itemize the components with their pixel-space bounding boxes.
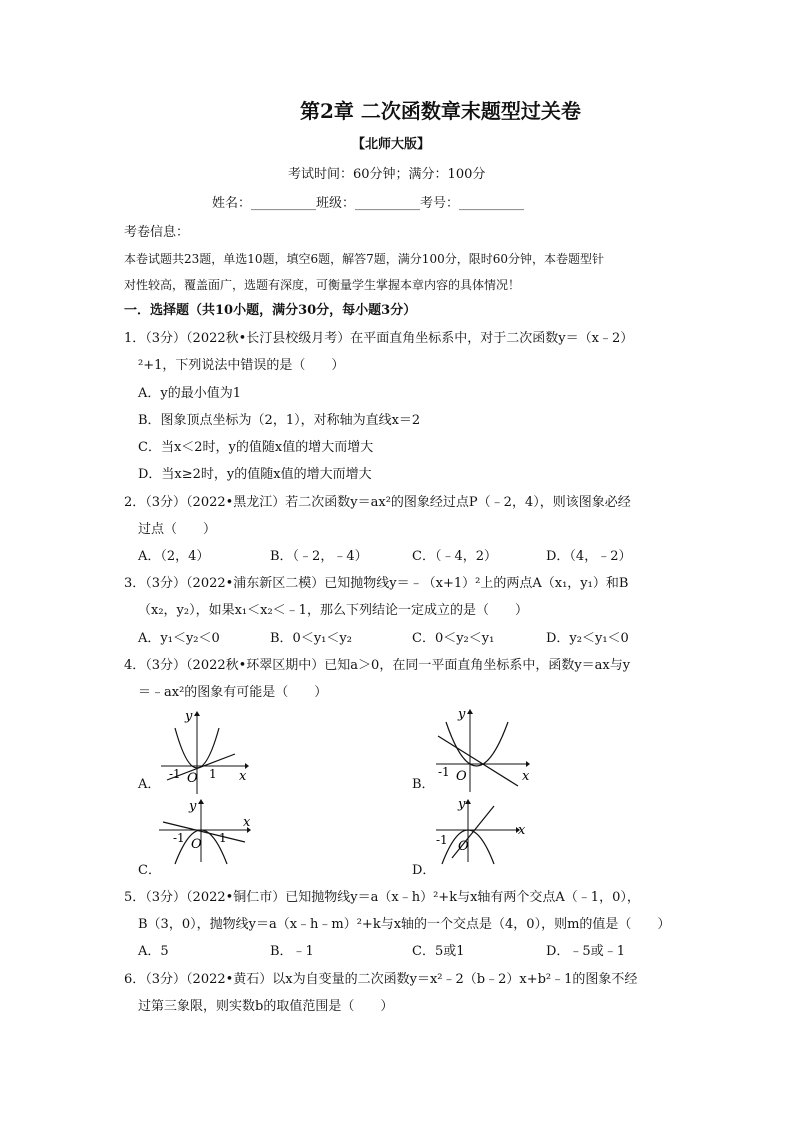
info-heading: 考卷信息：	[124, 225, 190, 240]
question-1-line-1: 1．（3分）（2022秋•长汀县校级月考）在平面直角坐标系中，对于二次函数y＝（x﹣2）	[124, 331, 634, 346]
q1-option-d[interactable]: D．当x≥2时，y的值随x值的增大而增大	[138, 467, 372, 482]
q4c-y-label: y	[189, 799, 197, 814]
question-4-line-1: 4．（3分）（2022秋•环翠区期中）已知a＞0，在同一平面直角坐标系中，函数y＝ax与y	[124, 658, 631, 673]
q5-option-b[interactable]: B．﹣1	[270, 944, 314, 959]
info-line-2: 对性较高，覆盖面广，选题有深度，可衡量学生掌握本章内容的具体情况！	[124, 278, 521, 292]
q4-graph-c	[155, 796, 255, 866]
page-title: 第2章 二次函数章末题型过关卷	[300, 99, 581, 123]
q1-option-a[interactable]: A．y的最小值为1	[138, 386, 242, 401]
question-6-line-1: 6．（3分）（2022•黄石）以x为自变量的二次函数y＝x²﹣2（b﹣2）x+b²﹣1的图象不经	[124, 972, 638, 987]
q4c-one-label: 1	[219, 831, 227, 845]
q4c-neg-one-label: -1	[173, 831, 185, 845]
q4a-y-label: y	[185, 709, 193, 724]
section-heading: 一．选择题（共10小题，满分30分，每小题3分）	[124, 303, 417, 318]
question-5-line-1: 5．（3分）（2022•铜仁市）已知抛物线y＝a（x﹣h）²+k与x轴有两个交点A（﹣1，0），	[124, 890, 640, 905]
q4b-x-label: x	[522, 769, 530, 784]
q2-option-a[interactable]: A．（2，4）	[138, 549, 210, 564]
q4b-y-label: y	[458, 707, 466, 722]
q4-option-c[interactable]: C．	[138, 863, 161, 878]
q4d-y-label: y	[458, 797, 466, 812]
q4-option-a[interactable]: A．	[138, 777, 161, 792]
question-4-line-2: ＝﹣ax²的图象有可能是（ ）	[138, 685, 328, 700]
question-2-line-2: 过点（ ）	[138, 522, 217, 537]
q5-option-c[interactable]: C．5或1	[412, 944, 465, 959]
q3-option-b[interactable]: B．0＜y₁＜y₂	[270, 631, 352, 646]
q4-graph-a	[155, 708, 250, 798]
info-line-1: 本卷试题共23题，单选10题，填空6题，解答7题，满分100分，限时60分钟，本卷题型针	[124, 252, 604, 266]
q4d-x-label: x	[518, 823, 526, 838]
q3-option-a[interactable]: A．y₁＜y₂＜0	[138, 631, 220, 646]
edition-label: 【北师大版】	[352, 137, 431, 152]
question-2-line-1: 2．（3分）（2022•黑龙江）若二次函数y＝ax²的图象经过点P（﹣2，4），则该图象必经	[124, 495, 631, 510]
question-1-line-2: ²+1，下列说法中错误的是（ ）	[138, 358, 345, 373]
q2-option-c[interactable]: C．（﹣4，2）	[412, 549, 497, 564]
q4c-origin-label: O	[191, 837, 202, 852]
q4d-origin-label: O	[458, 839, 469, 854]
q4b-neg-one-label: -1	[438, 765, 450, 779]
q4d-neg-one-label: -1	[436, 833, 448, 847]
q4a-x-label: x	[239, 769, 247, 784]
q4-graph-d	[432, 796, 532, 866]
q4a-neg-one-label: -1	[169, 767, 181, 781]
q5-option-d[interactable]: D．﹣5或﹣1	[546, 944, 625, 959]
q3-option-d[interactable]: D．y₂＜y₁＜0	[546, 631, 629, 646]
q1-option-b[interactable]: B．图象顶点坐标为（2，1），对称轴为直线x＝2	[138, 413, 421, 428]
q2-option-d[interactable]: D．（4，﹣2）	[546, 549, 632, 564]
question-3-line-1: 3．（3分）（2022•浦东新区二模）已知抛物线y＝﹣（x+1）²上的两点A（x₁，y₁）和B	[124, 576, 629, 591]
student-fields: 姓名：__________班级：__________考号：__________	[212, 196, 525, 211]
q1-option-c[interactable]: C．当x＜2时，y的值随x值的增大而增大	[138, 440, 374, 455]
q5-option-a[interactable]: A．5	[138, 944, 169, 959]
question-5-line-2: B（3，0），抛物线y＝a（x﹣h﹣m）²+k与x轴的一个交点是（4，0），则m的值是（ ）	[138, 917, 671, 932]
q4c-x-label: x	[243, 815, 251, 830]
question-6-line-2: 过第三象限，则实数b的取值范围是（ ）	[138, 999, 394, 1014]
q3-option-c[interactable]: C．0＜y₂＜y₁	[412, 631, 495, 646]
question-3-line-2: （x₂，y₂），如果x₁＜x₂＜﹣1，那么下列结论一定成立的是（ ）	[138, 603, 528, 618]
q2-option-b[interactable]: B．（﹣2，﹣4）	[270, 549, 368, 564]
q4a-one-label: 1	[209, 767, 217, 781]
q4-option-b[interactable]: B．	[412, 777, 435, 792]
exam-time: 考试时间：60分钟；满分：100分	[288, 167, 486, 182]
q4-option-d[interactable]: D．	[412, 863, 436, 878]
q4a-origin-label: O	[187, 771, 198, 786]
q4b-origin-label: O	[456, 769, 467, 784]
q4-graph-b	[432, 706, 532, 796]
